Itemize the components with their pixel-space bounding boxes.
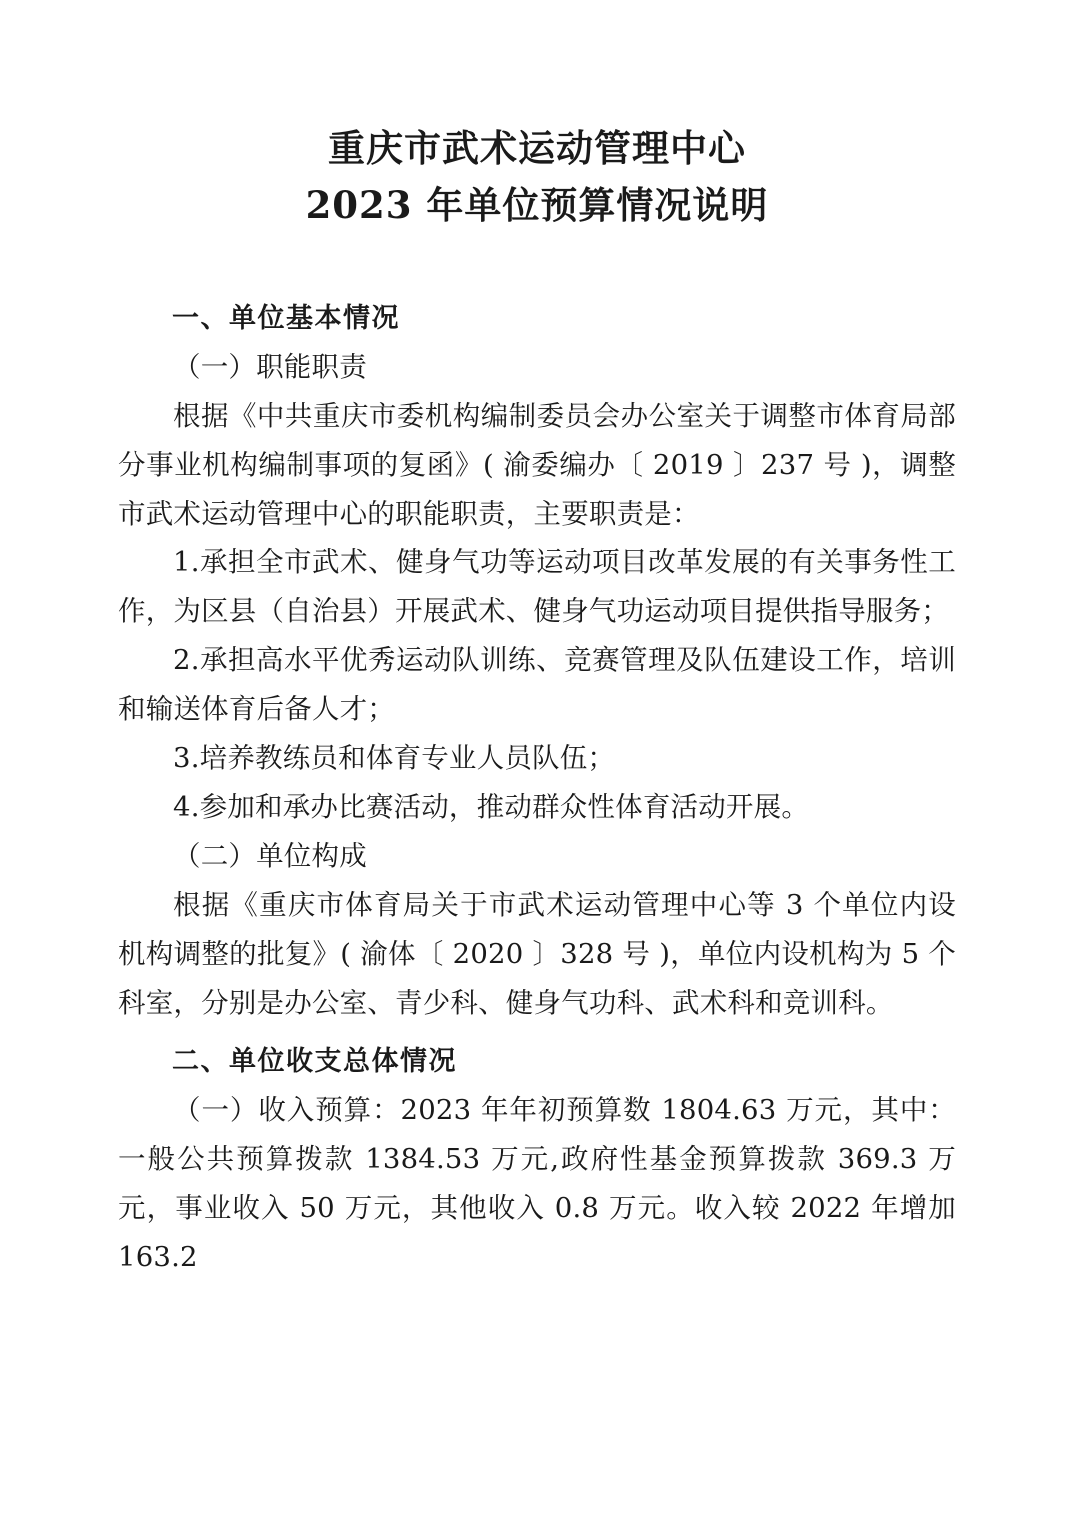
page-title-line-2: 2023 年单位预算情况说明 bbox=[305, 183, 769, 228]
paragraph-1-3: 1.承担全市武术、健身气功等运动项目改革发展的有关事务性工作，为区县（自治县）开展武术、健身气功运动项目提供指导服务； bbox=[118, 546, 956, 628]
paragraph-2-1: （一）收入预算：2023 年年初预算数 1804.63 万元，其中：一般公共预算拨款 1384.53 万元,政府性基金预算拨款 369.3 万元，事业收入 50 万元，其他收入 0.8 万元。收入较 2022 年增加 163.2 bbox=[118, 1093, 956, 1273]
section-heading-2: 二、单位收支总体情况 bbox=[172, 1045, 457, 1077]
subsection-heading-1-2: （二）单位构成 bbox=[173, 840, 367, 873]
document-body bbox=[118, 295, 956, 1282]
page-title-line-1: 重庆市武术运动管理中心 bbox=[328, 126, 746, 170]
section-heading-1: 一、单位基本情况 bbox=[172, 302, 400, 334]
paragraph-1-4: 2.承担高水平优秀运动队训练、竞赛管理及队伍建设工作，培训和输送体育后备人才； bbox=[118, 644, 956, 726]
paragraph-1-5: 3.培养教练员和体育专业人员队伍； bbox=[173, 742, 616, 775]
paragraph-1-7: 根据《重庆市体育局关于市武术运动管理中心等 3 个单位内设机构调整的批复》( 渝体〔 2020 〕328 号 )，单位内设机构为 5 个科室，分别是办公室、青少科、健身气功科、武术科和竞训科。 bbox=[118, 889, 956, 1019]
paragraph-1-2: 根据《中共重庆市委机构编制委员会办公室关于调整市体育局部分事业机构编制事项的复函》( 渝委编办〔 2019 〕237 号 )，调整市武术运动管理中心的职能职责，主要职责是： bbox=[118, 399, 956, 530]
paragraph-1-6: 4.参加和承办比赛活动，推动群众性体育活动开展。 bbox=[173, 791, 810, 824]
page-title bbox=[118, 120, 956, 235]
subsection-heading-1-1: （一）职能职责 bbox=[173, 350, 367, 383]
